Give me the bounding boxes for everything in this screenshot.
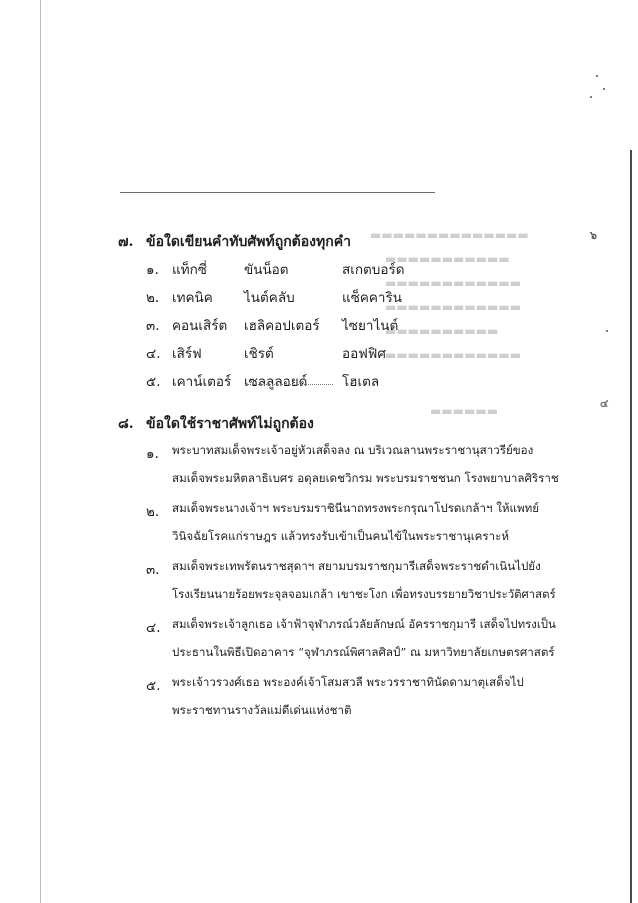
scan-speck bbox=[606, 330, 608, 332]
option-number: ๑. bbox=[146, 262, 159, 278]
question-8-text: ข้อใดใช้ราชาศัพท์ไม่ถูกต้อง bbox=[146, 416, 314, 432]
bleed-through-text: ▬▬▬▬▬▬ bbox=[430, 404, 499, 418]
bleed-through-text: ▬▬▬▬▬▬▬▬▬▬▬▬▬▬ bbox=[370, 228, 529, 242]
q8-option-2-number: ๒. bbox=[146, 504, 160, 520]
q7-option-4 bbox=[146, 342, 446, 360]
scan-speck bbox=[603, 88, 605, 90]
option-word: ไนต์คลับ bbox=[244, 290, 295, 306]
margin-mark: ๖ bbox=[590, 229, 597, 242]
q8-option-1-number: ๑. bbox=[146, 446, 159, 462]
bleed-through-text: ▬▬▬▬▬▬▬▬▬▬▬▬ bbox=[385, 276, 522, 290]
q7-option-1 bbox=[146, 258, 446, 276]
page-left-edge bbox=[40, 0, 41, 903]
q8-option-2-line-1: สมเด็จพระนางเจ้าฯ พระบรมราชินีนาถทรงพระกรุณาโปรดเกล้าฯ ให้แพทย์ bbox=[172, 501, 540, 515]
q8-option-3-number: ๓. bbox=[146, 562, 160, 578]
q7-option-2 bbox=[146, 286, 446, 304]
option-number: ๔. bbox=[146, 346, 161, 362]
option-word: แซ็คคาริน bbox=[342, 290, 402, 306]
option-word: ขันน็อต bbox=[244, 262, 289, 278]
option-word: เซลลูลอยด์ bbox=[244, 374, 308, 390]
dotted-underline bbox=[245, 384, 333, 385]
margin-mark: ๔ bbox=[600, 397, 609, 410]
bleed-through-text: ▬▬▬▬▬▬▬▬▬▬▬▬ bbox=[385, 348, 522, 362]
option-word: สเกตบอร์ด bbox=[342, 262, 405, 278]
q7-option-5 bbox=[146, 370, 446, 388]
q8-option-3-line-1: สมเด็จพระเทพรัตนราชสุดาฯ สยามบรมราชกุมารีเสด็จพระราชดำเนินไปยัง bbox=[172, 559, 541, 573]
page-right-edge bbox=[630, 150, 632, 903]
option-word: แท็กซี่ bbox=[172, 262, 207, 278]
q8-option-4-line-2: ประธานในพิธีเปิดอาคาร “จุฬาภรณ์พิศาลศิลป์” ณ มหาวิทยาลัยเกษตรศาสตร์ bbox=[172, 645, 555, 659]
question-7-text: ข้อใดเขียนคำทับศัพท์ถูกต้องทุกคำ bbox=[146, 234, 351, 250]
bleed-through-text: ▬▬▬▬▬▬▬▬▬▬▬▬ bbox=[385, 300, 522, 314]
option-word: เทคนิค bbox=[172, 290, 213, 306]
q7-option-3 bbox=[146, 314, 446, 332]
option-word: เฮลิคอปเตอร์ bbox=[244, 318, 320, 334]
option-word: เชิรต์ bbox=[244, 346, 274, 362]
scan-left-margin bbox=[0, 0, 40, 903]
question-7-number: ๗. bbox=[118, 234, 134, 250]
q8-option-1-line-1: พระบาทสมเด็จพระเจ้าอยู่หัวเสด็จลง ณ บริเวณลานพระราชานุสาวรีย์ของ bbox=[172, 443, 534, 457]
q8-option-4-number: ๔. bbox=[146, 620, 161, 636]
option-number: ๓. bbox=[146, 318, 160, 334]
q8-option-4-line-1: สมเด็จพระเจ้าลูกเธอ เจ้าฟ้าจุฬาภรณ์วลัยลักษณ์ อัครราชกุมารี เสด็จไปทรงเป็น bbox=[172, 617, 556, 631]
option-word: เสิร์ฟ bbox=[172, 346, 202, 362]
option-word: ไซยาไนต์ bbox=[342, 318, 399, 334]
option-word: ออฟฟิศ bbox=[342, 346, 386, 362]
option-word: เคาน์เตอร์ bbox=[172, 374, 232, 390]
option-word: โฮเตล bbox=[342, 374, 380, 390]
q8-option-5-line-2: พระราชทานรางวัลแม่ดีเด่นแห่งชาติ bbox=[172, 703, 352, 717]
option-word: คอนเสิร์ต bbox=[172, 318, 228, 334]
q8-option-5-line-1: พระเจ้าวรวงศ์เธอ พระองค์เจ้าโสมสวลี พระวรราชาทินัดดามาตุเสด็จไป bbox=[172, 675, 524, 689]
scan-speck bbox=[590, 96, 592, 98]
section-divider bbox=[120, 192, 435, 193]
bleed-through-text: ▬▬▬▬▬▬▬▬▬▬ bbox=[385, 324, 499, 338]
q8-option-5-number: ๕. bbox=[146, 678, 161, 694]
question-8-number: ๘. bbox=[118, 416, 134, 432]
q8-option-2-line-2: วินิจฉัยโรคแก่ราษฎร แล้วทรงรับเข้าเป็นคนไข้ในพระราชานุเคราะห์ bbox=[172, 529, 510, 543]
q8-option-3-line-2: โรงเรียนนายร้อยพระจุลจอมเกล้า เขาชะโงก เพื่อทรงบรรยายวิชาประวัติศาสตร์ bbox=[172, 587, 556, 601]
scan-speck bbox=[596, 75, 598, 77]
bleed-through-text: ▬▬▬▬▬▬▬▬▬▬▬ bbox=[385, 252, 510, 266]
option-number: ๒. bbox=[146, 290, 160, 306]
option-number: ๕. bbox=[146, 374, 161, 390]
q8-option-1-line-2: สมเด็จพระมหิตลาธิเบศร อดุลยเดชวิกรม พระบรมราชชนก โรงพยาบาลศิริราช bbox=[172, 471, 559, 485]
